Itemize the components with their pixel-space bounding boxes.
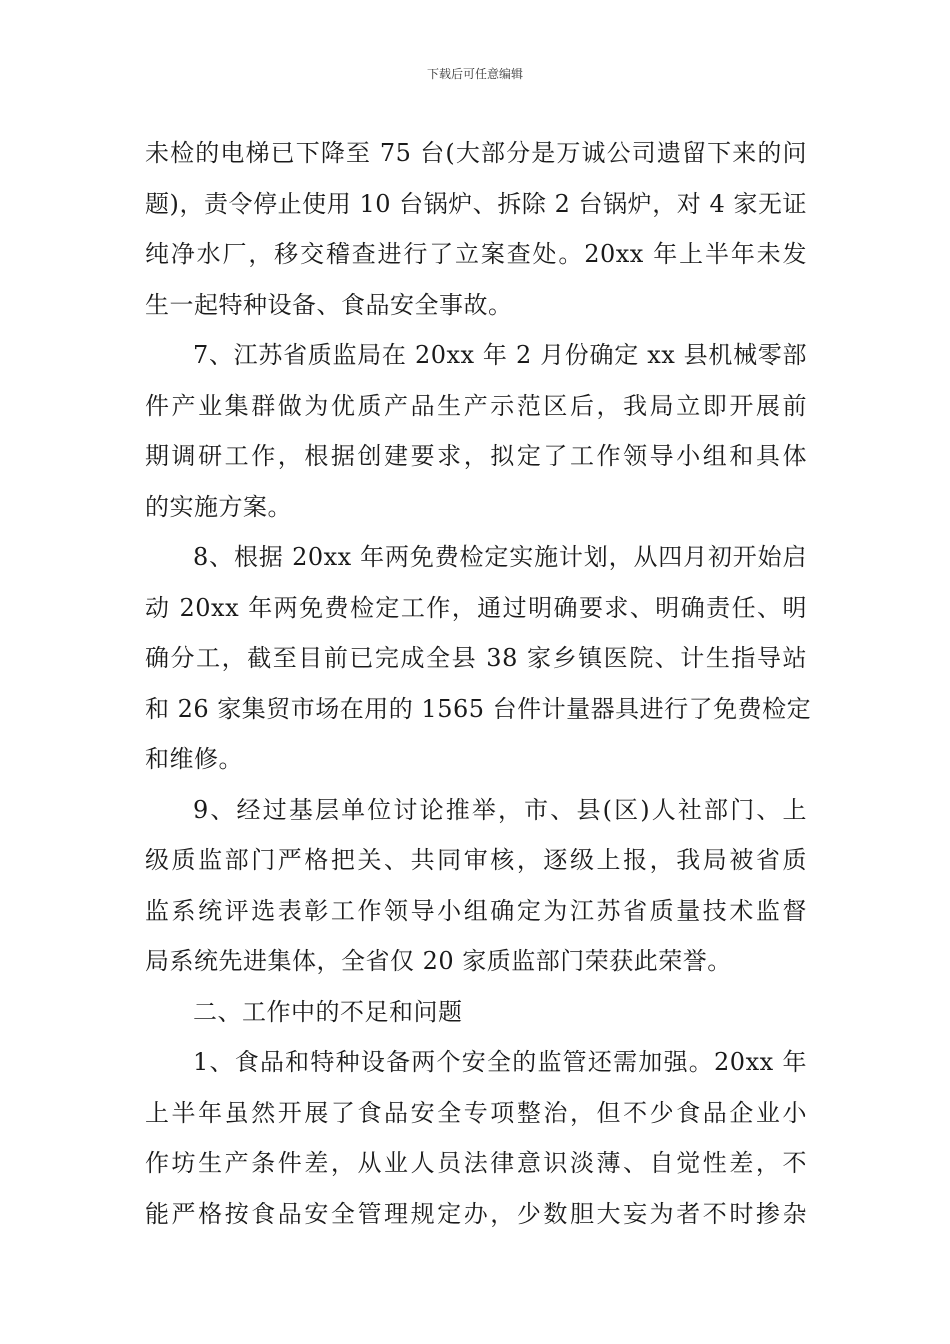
page-header-note: 下载后可任意编辑 [426, 67, 523, 81]
text-line: 能严格按食品安全管理规定办，少数胆大妄为者不时掺杂 [145, 1199, 807, 1228]
text-line: 动 20xx 年两免费检定工作，通过明确要求、明确责任、明 [145, 593, 807, 622]
text-line: 监系统评选表彰工作领导小组确定为江苏省质量技术监督 [145, 896, 807, 925]
text-line: 上半年虽然开展了食品安全专项整治，但不少食品企业小 [145, 1098, 807, 1127]
text-line: 8、根据 20xx 年两免费检定实施计划，从四月初开始启 [193, 543, 807, 571]
text-line: 作坊生产条件差，从业人员法律意识淡薄、自觉性差，不 [145, 1149, 807, 1177]
text-line: 未检的电梯已下降至 75 台(大部分是万诚公司遗留下来的问 [145, 139, 807, 167]
text-line: 级质监部门严格把关、共同审核，逐级上报，我局被省质 [145, 846, 807, 874]
text-line: 题)，责令停止使用 10 台锅炉、拆除 2 台锅炉，对 4 家无证 [145, 189, 807, 218]
text-line: 件产业集群做为优质产品生产示范区后，我局立即开展前 [145, 391, 807, 420]
text-line: 纯净水厂，移交稽查进行了立案查处。20xx 年上半年未发 [145, 240, 807, 268]
text-line: 确分工，截至目前已完成全县 38 家乡镇医院、计生指导站 [145, 644, 807, 672]
text-line: 和 26 家集贸市场在用的 1565 台件计量器具进行了免费检定 [145, 694, 812, 723]
text-line: 的实施方案。 [145, 492, 292, 521]
text-line: 生一起特种设备、食品安全事故。 [145, 290, 513, 319]
document-body [145, 128, 812, 1239]
text-line: 9、经过基层单位讨论推举，市、县(区)人社部门、上 [193, 795, 807, 824]
text-line: 局系统先进集体，全省仅 20 家质监部门荣获此荣誉。 [145, 947, 732, 975]
text-line: 7、江苏省质监局在 20xx 年 2 月份确定 xx 县机械零部 [193, 341, 807, 369]
section-heading: 二、工作中的不足和问题 [193, 997, 463, 1026]
text-line: 期调研工作，根据创建要求，拟定了工作领导小组和具体 [145, 442, 807, 470]
text-line: 和维修。 [145, 745, 243, 773]
text-line: 1、食品和特种设备两个安全的监管还需加强。20xx 年 [193, 1048, 807, 1076]
